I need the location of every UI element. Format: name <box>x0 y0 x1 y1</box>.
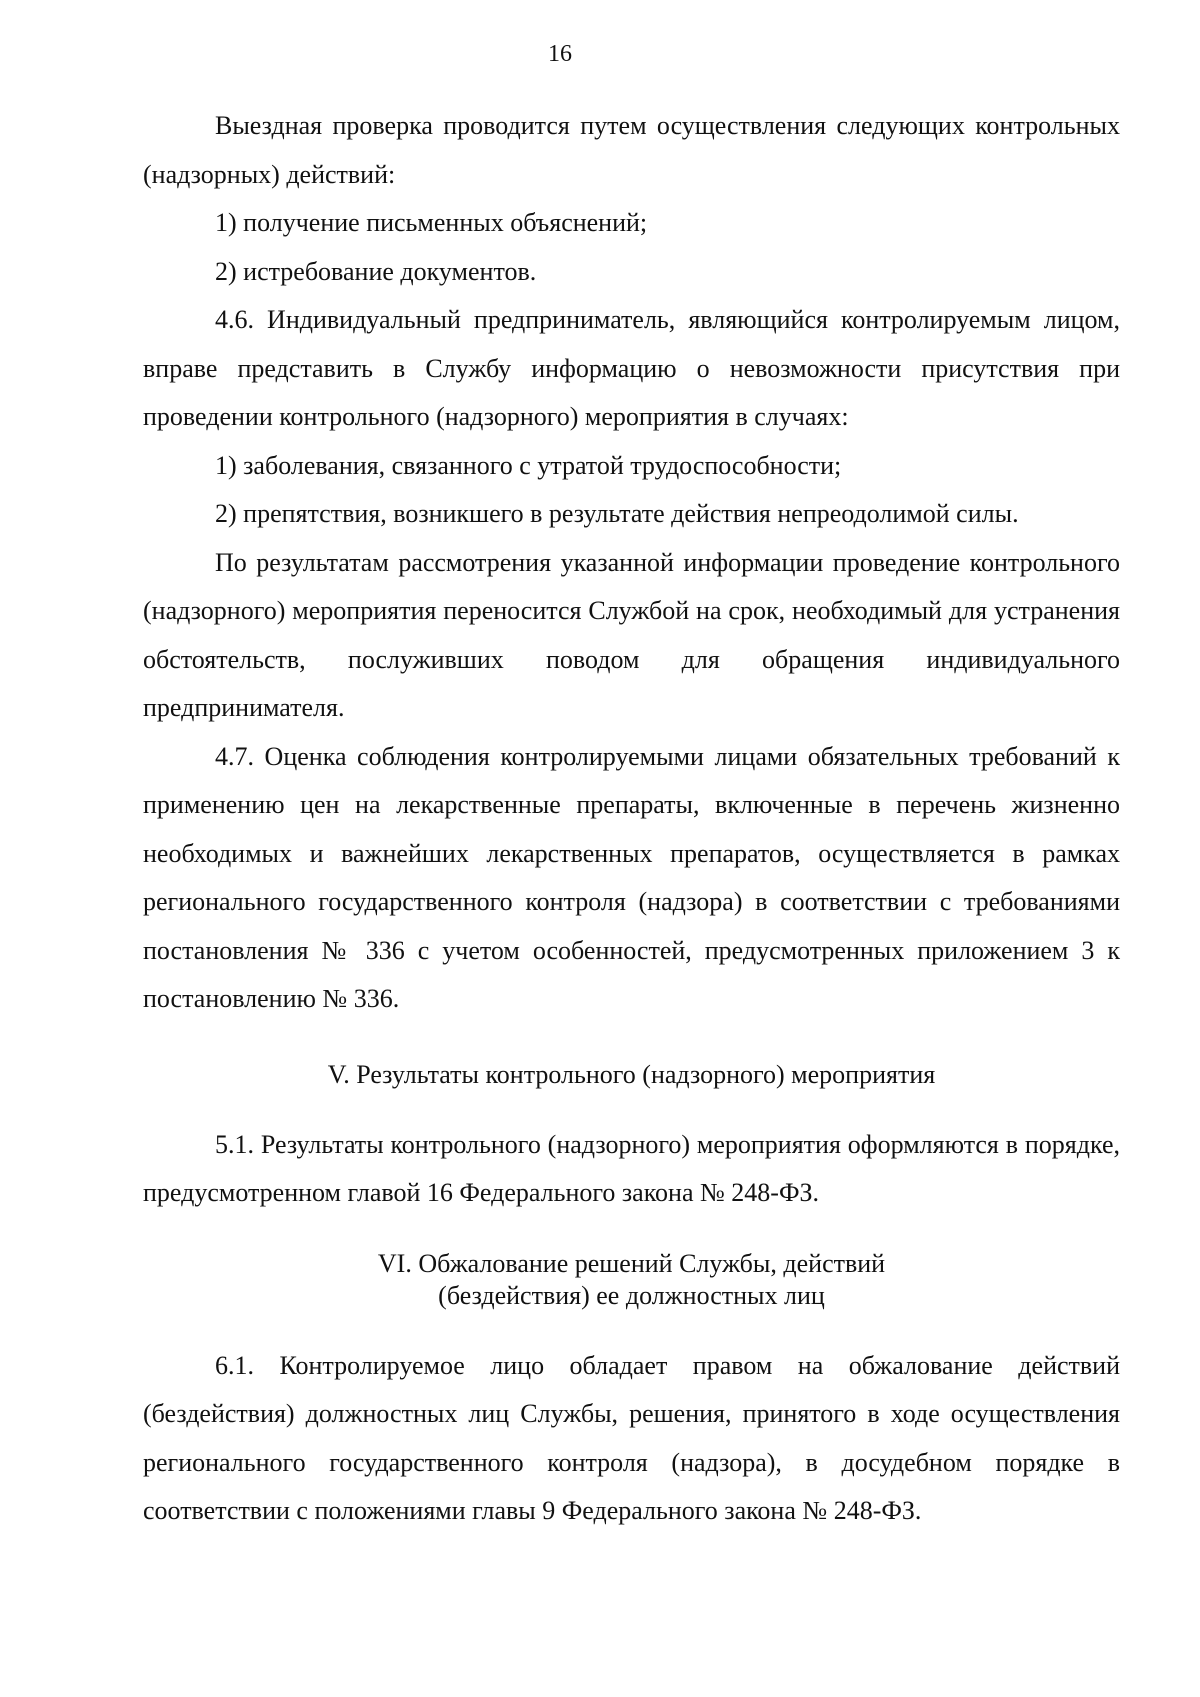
paragraph-6-1: 6.1. Контролируемое лицо обладает правом на обжалование действий (бездействия) должностных лиц Службы, решения, принятого в ходе осуществления регионального государственного контроля (надзора), в досудебном порядке в соответствии с положениями главы 9 Федерального закона № 248-ФЗ. <box>143 1350 1120 1525</box>
list-item-force-majeure: 2) препятствия, возникшего в результате действия непреодолимой силы. <box>215 499 1019 528</box>
paragraph-4-6: 4.6. Индивидуальный предприниматель, являющийся контролируемым лицом, вправе представить в Службу информацию о невозможности присутствия при проведении контрольного (надзорного) мероприятия в случаях: <box>143 305 1120 431</box>
paragraph-field-inspection: Выездная проверка проводится путем осуществления следующих контрольных (надзорных) действий: <box>143 111 1120 189</box>
section-6-heading <box>143 1248 1120 1312</box>
page-number: 16 <box>548 41 572 67</box>
paragraph-4-7: 4.7. Оценка соблюдения контролируемыми лицами обязательных требований к применению цен на лекарственные препараты, включенные в перечень жизненно необходимых и важнейших лекарственных препаратов, осуществляется в рамках регионального государственного контроля (надзора) в соответствии с требованиями постановления № 336 с учетом особенностей, предусмотренных приложением 3 к постановлению № 336. <box>143 741 1120 1013</box>
section-6-heading-line2: (бездействия) ее должностных лиц <box>438 1280 825 1310</box>
paragraph-postponement: По результатам рассмотрения указанной информации проведение контрольного (надзорного) мероприятия переносится Службой на срок, необходимый для устранения обстоятельств, послуживших поводом для обращения индивидуального предпринимателя. <box>143 547 1120 722</box>
list-item-document-request: 2) истребование документов. <box>215 256 537 286</box>
paragraph-5-1: 5.1. Результаты контрольного (надзорного) мероприятия оформляются в порядке, предусмотренном главой 16 Федерального закона № 248-ФЗ. <box>143 1129 1120 1207</box>
list-item-written-explanations: 1) получение письменных объяснений; <box>215 208 648 237</box>
section-6-heading-line1: VI. Обжалование решений Службы, действий <box>377 1248 886 1278</box>
section-5-heading: V. Результаты контрольного (надзорного) мероприятия <box>327 1059 936 1089</box>
list-item-illness: 1) заболевания, связанного с утратой трудоспособности; <box>215 450 842 480</box>
document-body <box>143 102 1120 1536</box>
